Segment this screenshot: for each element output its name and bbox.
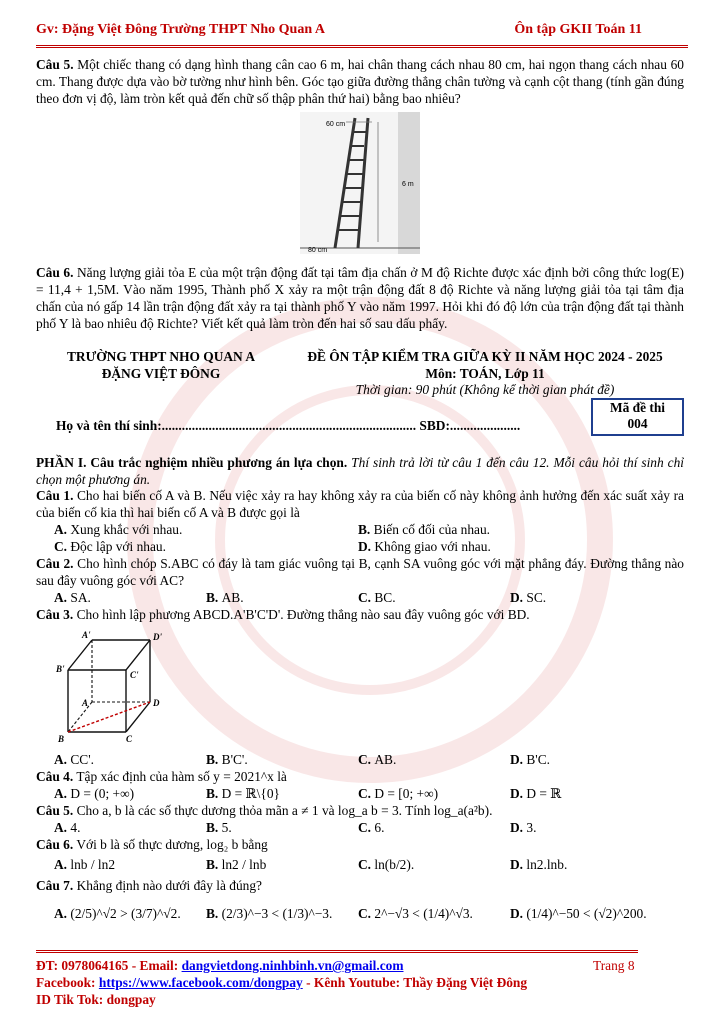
vertex-b1: B' — [56, 664, 65, 674]
old-question-6: Câu 6. Năng lượng giải tỏa E của một trận động đất tại tâm địa chấn ở M độ Richte được xác định bởi công thức log(E) = 11,4 + 1,5M. Vào năm 1995, Thành phố X xảy ra một trận động đất 8 độ Richte và năng lượng giải tỏa tại tâm địa chấn của nó gấp 14 lần trận động đất xảy ra tại thành phố Y vào năm 1997. Hỏi khi đó độ lớn của trận động đất tại thành phố Y là bao nhiêu độ Richte? Viết kết quả làm tròn đến hai số sau dấu phẩy. — [36, 265, 684, 331]
exam-subject: Môn: TOÁN, Lớp 11 — [425, 366, 545, 381]
q1-option-b: B. Biến cố đối của nhau. — [358, 522, 491, 537]
q4-option-c: C. D = [0; +∞) — [358, 786, 439, 801]
q3-option-a: A. CC'. — [54, 752, 94, 767]
question-2: Câu 2. Cho hình chóp S.ABC có đáy là tam giác vuông tại B, cạnh SA vuông góc với mặt phẳng đáy. Đường thẳng nào sau đây vuông góc với AC? — [36, 556, 684, 588]
vertex-d1: D' — [153, 632, 162, 642]
header-right: Ôn tập GKII Toán 11 — [514, 22, 642, 37]
facebook-link[interactable]: https://www.facebook.com/dongpay — [98, 975, 303, 990]
question-3: Câu 3. Cho hình lập phương ABCD.A'B'C'D'. Đường thẳng nào sau đây vuông góc với BD. — [36, 607, 530, 622]
vertex-c: C — [126, 734, 133, 744]
exam-code: 004 — [627, 416, 648, 431]
question-1: Câu 1. Cho hai biến cố A và B. Nếu việc xảy ra hay không xảy ra của biến cố này không ảnh hưởng đến xác suất xảy ra của biến cố kia thì hai biến cố A và B được gọi là — [36, 488, 684, 520]
footer-tiktok: ID Tik Tok: dongpay — [36, 992, 156, 1007]
header-divider — [36, 45, 688, 48]
q1-option-c: C. Độc lập với nhau. — [54, 539, 166, 554]
q5-option-c: C. 6. — [358, 820, 385, 835]
old-question-5: Câu 5. Một chiếc thang có dạng hình thang cân cao 6 m, hai chân thang cách nhau 80 cm, hai ngọn thang cách nhau 60 cm. Thang được dựa vào bờ tường như hình bên. Góc tạo giữa đường thẳng chân tường và cạnh cột thang (tính gần đúng theo đơn vị độ, làm tròn kết quả đến chữ số thập phân thứ hai) bằng bao nhiêu? — [36, 57, 684, 106]
q5-option-a: A. 4. — [54, 820, 81, 835]
question-6: Câu 6. Với b là số thực dương, log₂ b bằng — [36, 837, 268, 852]
footer-social: Facebook: https://www.facebook.com/dongpay - Kênh Youtube: Thầy Đặng Việt Đông — [36, 975, 528, 990]
cube-figure — [54, 628, 174, 748]
q3-option-d: D. B'C. — [510, 752, 550, 767]
exam-time: Thời gian: 90 phút (Không kể thời gian phát đề) — [355, 382, 615, 397]
vertex-a: A — [82, 698, 89, 708]
q7-option-c: C. 2^−√3 < (1/4)^√3. — [358, 906, 473, 921]
q1-option-a: A. Xung khắc với nhau. — [54, 522, 183, 537]
q6-option-d: D. ln2.lnb. — [510, 857, 568, 872]
teacher-name: ĐẶNG VIỆT ĐÔNG — [101, 366, 221, 381]
vertex-a1: A' — [82, 630, 91, 640]
header-left: Gv: Đặng Việt Đông Trường THPT Nho Quan A — [36, 22, 325, 37]
q7-option-a: A. (2/5)^√2 > (3/7)^√2. — [54, 906, 181, 921]
q1-option-d: D. Không giao với nhau. — [358, 539, 491, 554]
page-number: Trang 8 — [593, 958, 635, 973]
q5-option-d: D. 3. — [510, 820, 537, 835]
question-4: Câu 4. Tập xác định của hàm số y = 2021^x là — [36, 769, 287, 784]
q7-option-d: D. (1/4)^−50 < (√2)^200. — [510, 906, 647, 921]
q2-option-a: A. SA. — [54, 590, 91, 605]
q4-option-d: D. D = ℝ — [510, 786, 562, 801]
footer-divider — [36, 950, 638, 953]
q5-option-b: B. 5. — [206, 820, 232, 835]
school-name: TRƯỜNG THPT NHO QUAN A — [67, 349, 255, 364]
q4-option-b: B. D = ℝ\{0} — [206, 786, 280, 801]
q6-option-c: C. ln(b/2). — [358, 857, 415, 872]
q2-option-d: D. SC. — [510, 590, 547, 605]
q3-option-c: C. AB. — [358, 752, 397, 767]
part1-heading: PHẦN I. Câu trắc nghiệm nhiều phương án lựa chọn. Thí sinh trả lời từ câu 1 đến câu 12. Mỗi câu hỏi thí sinh chỉ chọn một phương án. — [36, 455, 685, 487]
q6-option-b: B. ln2 / lnb — [206, 857, 267, 872]
student-info-line: Họ và tên thí sinh:............................................................................ SBD:..................... — [56, 418, 521, 433]
ladder-top-label: 60 cm — [326, 121, 346, 128]
email-link[interactable]: dangvietdong.ninhbinh.vn@gmail.com — [181, 958, 404, 973]
q6-option-a: A. lnb / ln2 — [54, 857, 116, 872]
exam-code-box — [591, 398, 684, 436]
exam-code-label: Mã đề thi — [609, 400, 666, 415]
vertex-c1: C' — [130, 670, 139, 680]
ladder-side-label: 6 m — [402, 181, 414, 188]
q7-option-b: B. (2/3)^−3 < (1/3)^−3. — [206, 906, 333, 921]
q2-option-b: B. AB. — [206, 590, 244, 605]
vertex-b: B — [58, 734, 65, 744]
q4-option-a: A. D = (0; +∞) — [54, 786, 135, 801]
q3-option-b: B. B'C'. — [206, 752, 248, 767]
exam-title: ĐỀ ÔN TẬP KIỂM TRA GIỮA KỲ II NĂM HỌC 2024 - 2025 — [307, 349, 663, 364]
ladder-bottom-label: 80 cm — [308, 247, 328, 254]
footer-contact: ĐT: 0978064165 - Email: dangvietdong.ninhbinh.vn@gmail.com — [36, 958, 404, 973]
q2-option-c: C. BC. — [358, 590, 396, 605]
question-5: Câu 5. Cho a, b là các số thực dương thỏa mãn a ≠ 1 và log_a b = 3. Tính log_a(a²b). — [36, 803, 493, 818]
vertex-d: D — [153, 698, 160, 708]
ladder-figure — [300, 112, 420, 254]
question-7: Câu 7. Khẳng định nào dưới đây là đúng? — [36, 878, 262, 893]
